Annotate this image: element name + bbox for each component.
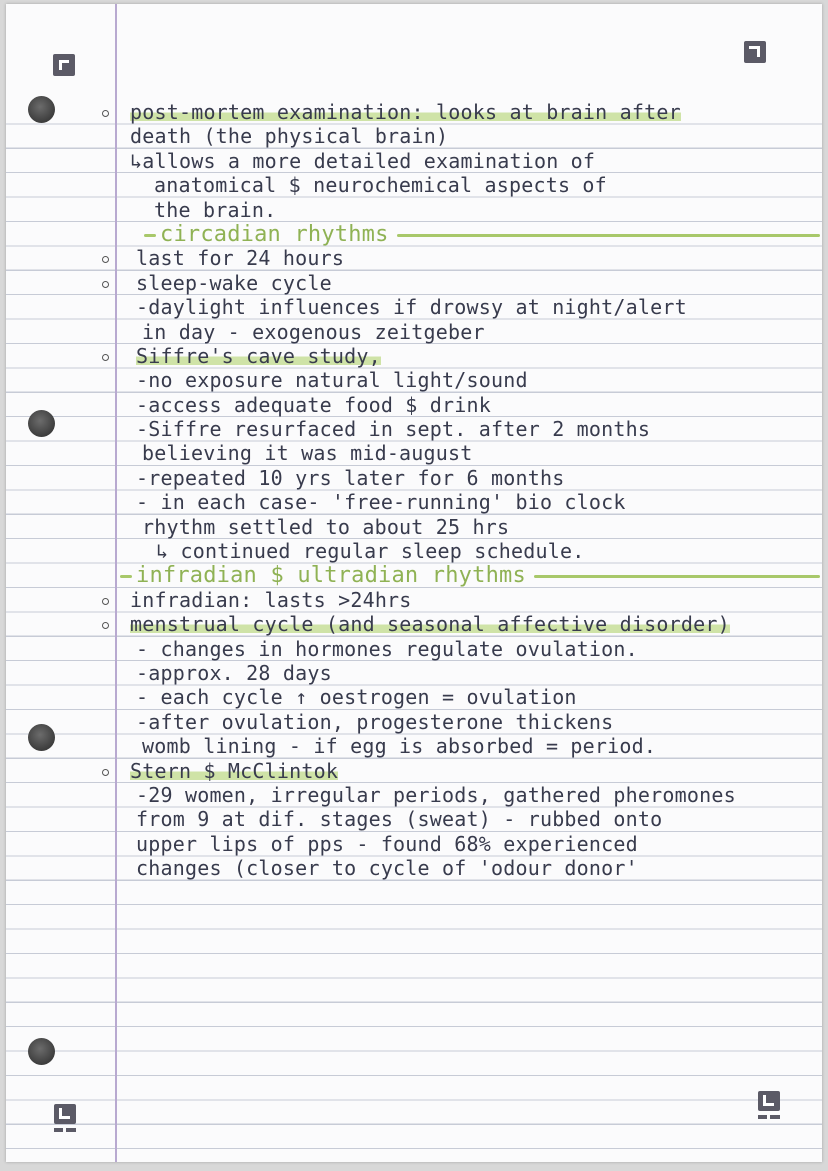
line-text: post-mortem examination: looks at brain after xyxy=(130,100,681,124)
bullet-point xyxy=(102,256,109,263)
note-line xyxy=(116,807,820,831)
line-text: from 9 at dif. stages (sweat) - rubbed onto xyxy=(136,807,663,832)
note-line xyxy=(116,685,820,709)
line-text: death (the physical brain) xyxy=(130,124,449,149)
note-line xyxy=(116,588,820,612)
bullet-point xyxy=(102,769,109,776)
note-line xyxy=(116,612,820,636)
note-line xyxy=(116,515,820,539)
punch-hole xyxy=(28,1038,55,1065)
note-line xyxy=(116,637,820,661)
note-line xyxy=(116,466,820,490)
note-line xyxy=(116,344,820,368)
line-text: -29 women, irregular periods, gathered pheromones xyxy=(136,782,736,807)
note-line xyxy=(116,271,820,295)
note-line xyxy=(116,710,820,734)
line-text: believing it was mid-august xyxy=(142,441,473,466)
note-line xyxy=(116,320,820,344)
note-line xyxy=(116,100,820,124)
punch-hole xyxy=(28,724,55,751)
line-text: changes (closer to cycle of 'odour donor' xyxy=(136,856,638,881)
line-text: ↳ continued regular sleep schedule. xyxy=(156,539,585,564)
note-line xyxy=(116,124,820,148)
line-text: the brain. xyxy=(154,197,277,222)
line-text: in day - exogenous zeitgeber xyxy=(142,319,485,344)
bullet-point xyxy=(102,598,109,605)
note-heading xyxy=(116,222,820,246)
note-line xyxy=(116,173,820,197)
bottom-logo-icon xyxy=(54,1104,76,1134)
note-line xyxy=(116,734,820,758)
line-text: - changes in hormones regulate ovulation. xyxy=(136,636,638,661)
corner-logo-icon xyxy=(744,41,766,63)
bullet-point xyxy=(102,110,109,117)
line-text: Stern $ McClintok xyxy=(130,758,339,783)
line-text: last for 24 hours xyxy=(136,246,345,271)
line-text: -repeated 10 yrs later for 6 months xyxy=(136,465,565,490)
note-line xyxy=(116,490,820,514)
line-text: -no exposure natural light/sound xyxy=(136,368,528,393)
note-line xyxy=(116,832,820,856)
line-text: -after ovulation, progesterone thickens xyxy=(136,709,614,734)
logo-icon xyxy=(53,54,75,76)
heading-text: circadian rhythms xyxy=(160,221,389,247)
note-line xyxy=(116,856,820,880)
line-text: - each cycle ↑ oestrogen = ovulation xyxy=(136,685,577,710)
line-text: sleep-wake cycle xyxy=(136,270,332,295)
line-text: infradian: lasts >24hrs xyxy=(130,587,412,612)
line-text: Siffre's cave study, xyxy=(136,343,381,368)
punch-hole xyxy=(28,96,55,123)
bullet-point xyxy=(102,622,109,629)
heading-dash xyxy=(120,575,132,578)
line-text: rhythm settled to about 25 hrs xyxy=(142,514,510,539)
heading-rule xyxy=(534,575,820,578)
heading-dash xyxy=(144,234,156,237)
line-text: -daylight influences if drowsy at night/alert xyxy=(136,295,687,320)
note-line xyxy=(116,295,820,319)
line-text: -access adequate food $ drink xyxy=(136,392,491,417)
line-text: ↳allows a more detailed examination of xyxy=(130,148,596,173)
note-line xyxy=(116,759,820,783)
line-text: womb lining - if egg is absorbed = period. xyxy=(142,734,657,759)
note-line xyxy=(116,198,820,222)
note-heading xyxy=(116,563,820,587)
note-line xyxy=(116,783,820,807)
notebook-page xyxy=(6,4,822,1162)
line-text: anatomical $ neurochemical aspects of xyxy=(154,173,607,198)
note-line xyxy=(116,441,820,465)
note-line xyxy=(116,149,820,173)
note-line xyxy=(116,539,820,563)
note-line xyxy=(116,368,820,392)
line-text: -approx. 28 days xyxy=(136,660,332,685)
note-line xyxy=(116,246,820,270)
line-text: - in each case- 'free-running' bio clock xyxy=(136,490,626,515)
bullet-point xyxy=(102,354,109,361)
note-line xyxy=(116,417,820,441)
bottom-right-logo-icon xyxy=(758,1091,780,1121)
heading-text: infradian $ ultradian rhythms xyxy=(136,563,526,589)
line-text: menstrual cycle (and seasonal affective disorder) xyxy=(130,612,730,637)
line-text: -Siffre resurfaced in sept. after 2 months xyxy=(136,417,651,442)
heading-rule xyxy=(397,234,820,237)
handwritten-notes xyxy=(116,100,820,881)
line-text: upper lips of pps - found 68% experienced xyxy=(136,831,638,856)
note-line xyxy=(116,393,820,417)
bullet-point xyxy=(102,281,109,288)
note-line xyxy=(116,661,820,685)
punch-hole xyxy=(28,410,55,437)
